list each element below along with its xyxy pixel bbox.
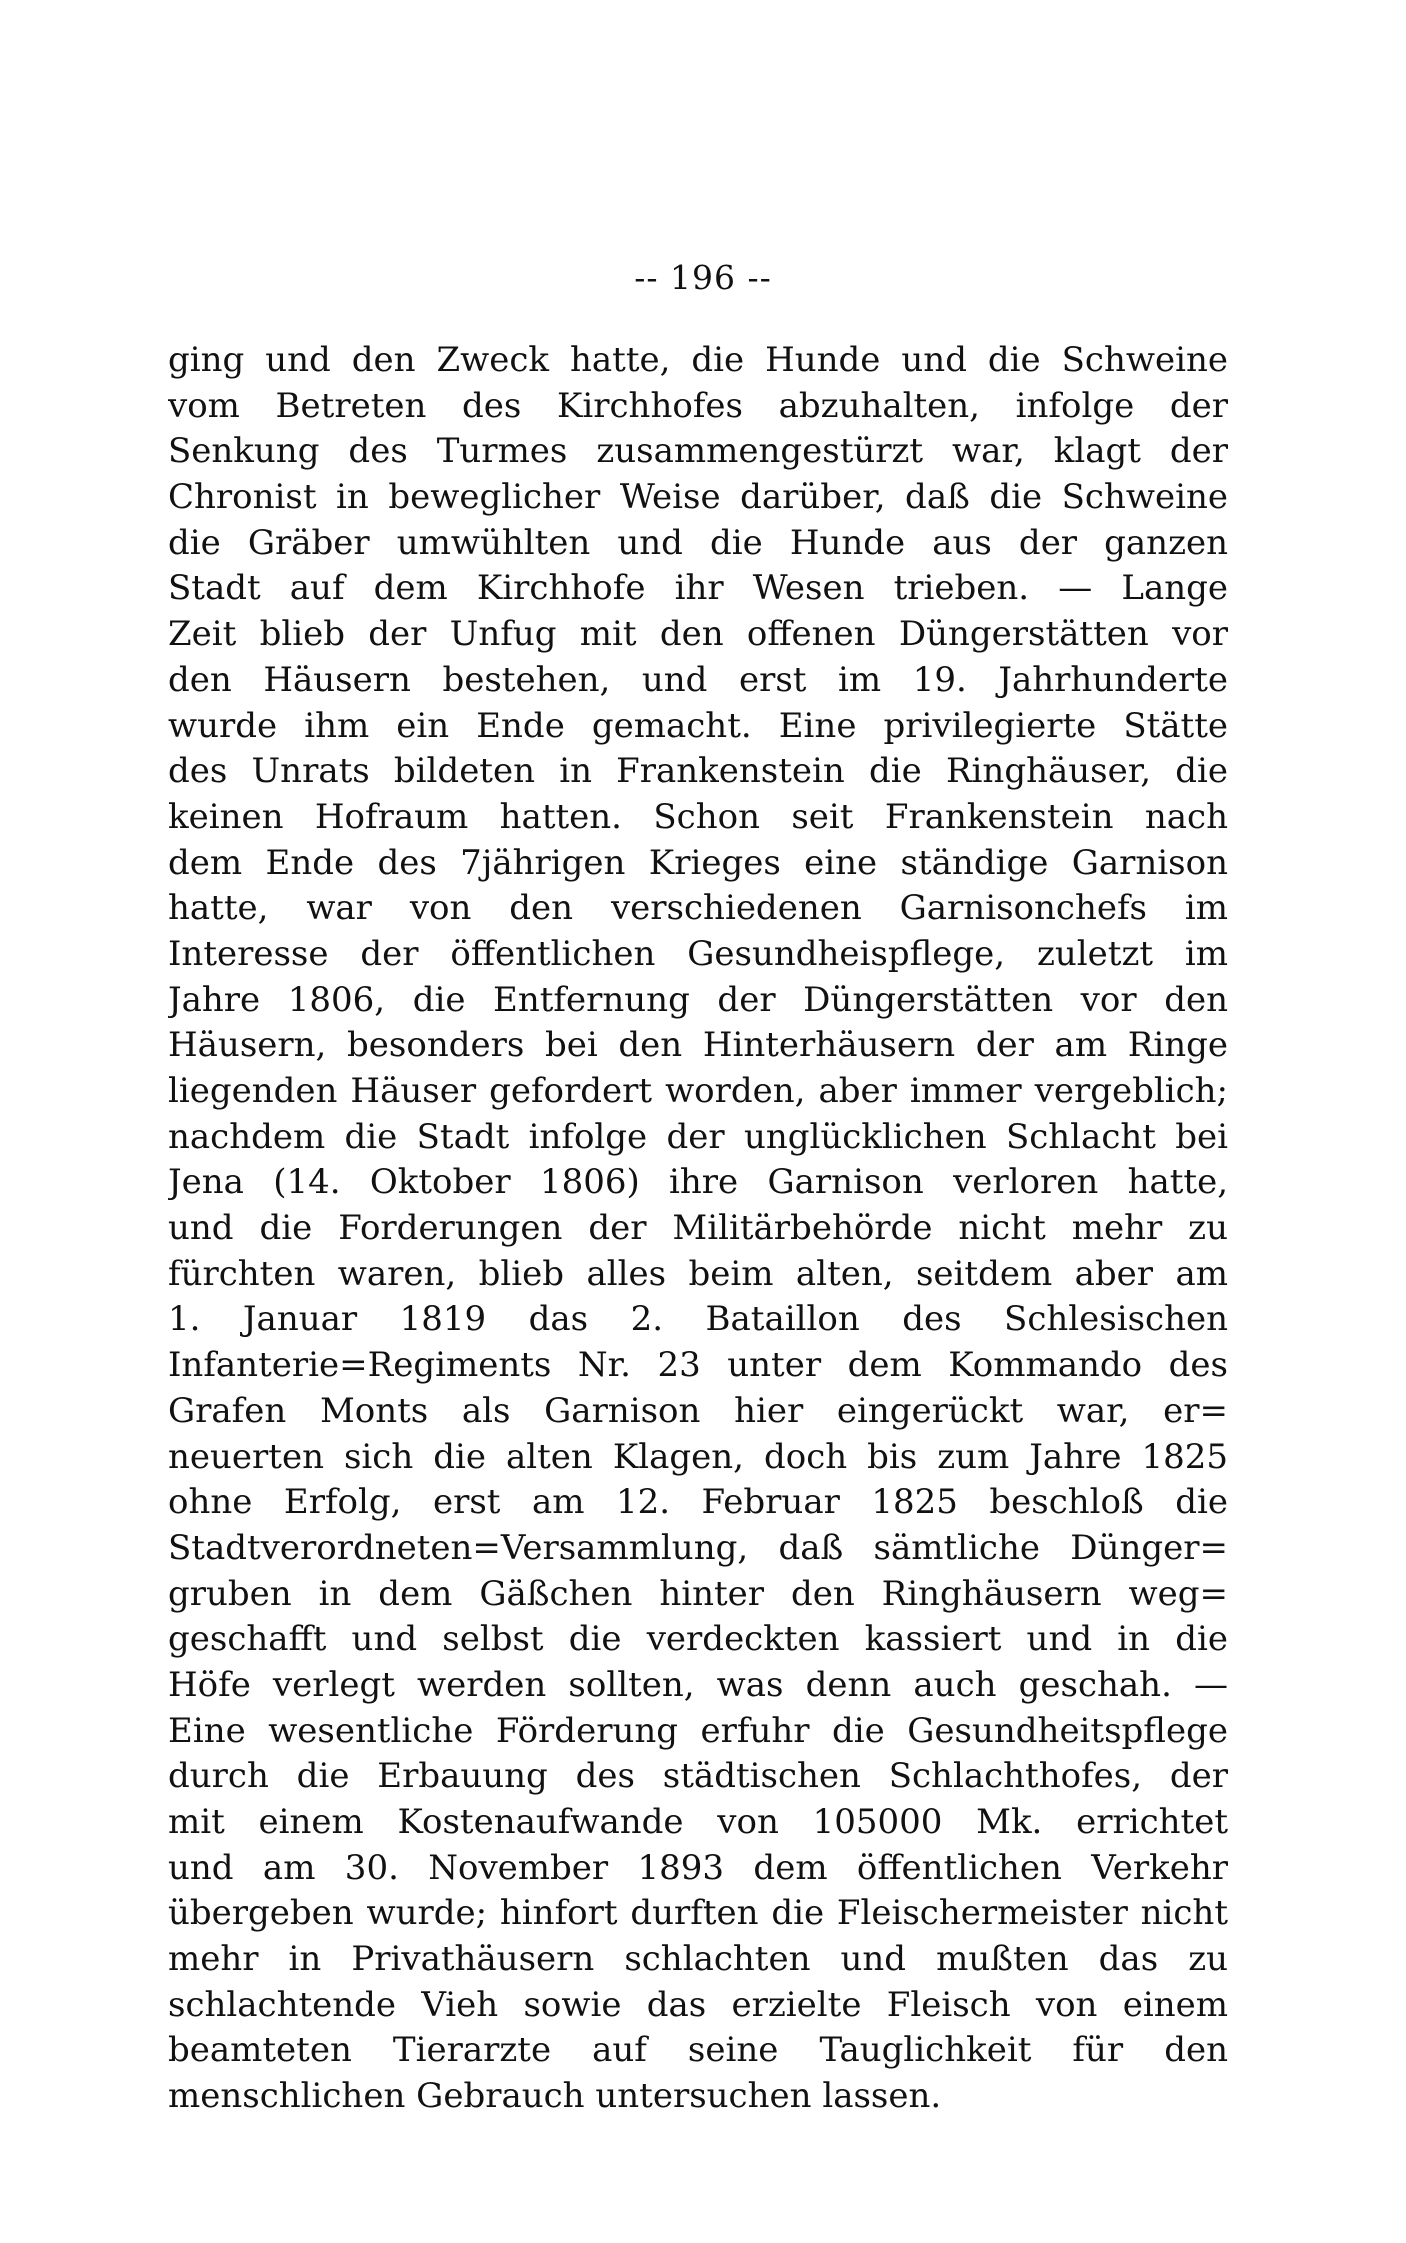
- text-line: Höfe verlegt werden sollten, was denn auch geschah. —: [168, 1664, 1228, 1705]
- text-line: Infanterie=Regiments Nr. 23 unter dem Kommando des: [168, 1345, 1228, 1386]
- text-line: des Unrats bildeten in Frankenstein die Ringhäuser, die: [168, 751, 1228, 792]
- text-line: und die Forderungen der Militärbehörde nicht mehr zu: [168, 1208, 1228, 1249]
- text-line: durch die Erbauung des städtischen Schlachthofes, der: [168, 1756, 1228, 1797]
- text-line: fürchten waren, blieb alles beim alten, seitdem aber am: [168, 1253, 1228, 1294]
- page-number: -- 196 --: [634, 258, 772, 297]
- text-line: geschafft und selbst die verdeckten kassiert und in die: [168, 1619, 1228, 1660]
- text-line: Grafen Monts als Garnison hier eingerückt war, er=: [168, 1390, 1228, 1431]
- body-text: [168, 338, 1228, 2120]
- text-line: übergeben wurde; hinfort durften die Fleischermeister nicht: [168, 1893, 1228, 1934]
- text-line: gruben in dem Gäßchen hinter den Ringhäusern weg=: [168, 1573, 1228, 1614]
- text-line: wurde ihm ein Ende gemacht. Eine privilegierte Stätte: [168, 705, 1228, 746]
- text-line: Jahre 1806, die Entfernung der Düngerstätten vor den: [168, 979, 1228, 1020]
- text-line: Eine wesentliche Förderung erfuhr die Gesundheitspflege: [168, 1710, 1228, 1751]
- text-line: Zeit blieb der Unfug mit den offenen Düngerstätten vor: [168, 614, 1228, 655]
- text-line: mehr in Privathäusern schlachten und mußten das zu: [168, 1939, 1228, 1980]
- text-line: und am 30. November 1893 dem öffentlichen Verkehr: [168, 1847, 1228, 1888]
- text-line: ging und den Zweck hatte, die Hunde und die Schweine: [168, 340, 1228, 380]
- text-line: Chronist in beweglicher Weise darüber, daß die Schweine: [168, 477, 1228, 518]
- text-line: Senkung des Turmes zusammengestürzt war, klagt der: [168, 431, 1228, 472]
- text-line: Stadt auf dem Kirchhofe ihr Wesen trieben. — Lange: [168, 568, 1228, 609]
- text-line: dem Ende des 7jährigen Krieges eine ständige Garnison: [168, 842, 1228, 883]
- text-line-last: menschlichen Gebrauch untersuchen lassen.: [168, 2076, 942, 2117]
- text-line: 1. Januar 1819 das 2. Bataillon des Schlesischen: [168, 1299, 1228, 1340]
- text-line: ohne Erfolg, erst am 12. Februar 1825 beschloß die: [168, 1482, 1228, 1523]
- text-line: mit einem Kostenaufwande von 105000 Mk. errichtet: [168, 1802, 1228, 1842]
- text-line: vom Betreten des Kirchhofes abzuhalten, infolge der: [168, 385, 1228, 426]
- text-line: die Gräber umwühlten und die Hunde aus der ganzen: [168, 522, 1228, 563]
- text-line: Jena (14. Oktober 1806) ihre Garnison verloren hatte,: [168, 1162, 1228, 1203]
- text-line: liegenden Häuser gefordert worden, aber immer vergeblich;: [168, 1071, 1228, 1111]
- text-line: Interesse der öffentlichen Gesundheispflege, zuletzt im: [168, 933, 1228, 974]
- text-line: Stadtverordneten=Versammlung, daß sämtliche Dünger=: [168, 1527, 1228, 1568]
- text-line: schlachtende Vieh sowie das erzielte Fleisch von einem: [168, 1984, 1228, 2025]
- text-line: hatte, war von den verschiedenen Garnisonchefs im: [168, 888, 1228, 929]
- text-line: den Häusern bestehen, und erst im 19. Jahrhunderte: [168, 659, 1228, 700]
- text-line: nachdem die Stadt infolge der unglücklichen Schlacht bei: [168, 1116, 1228, 1157]
- text-line: Häusern, besonders bei den Hinterhäusern der am Ringe: [168, 1025, 1228, 1066]
- text-line: beamteten Tierarzte auf seine Tauglichkeit für den: [168, 2030, 1228, 2071]
- text-line: keinen Hofraum hatten. Schon seit Frankenstein nach: [168, 796, 1228, 837]
- text-line: neuerten sich die alten Klagen, doch bis zum Jahre 1825: [168, 1436, 1228, 1477]
